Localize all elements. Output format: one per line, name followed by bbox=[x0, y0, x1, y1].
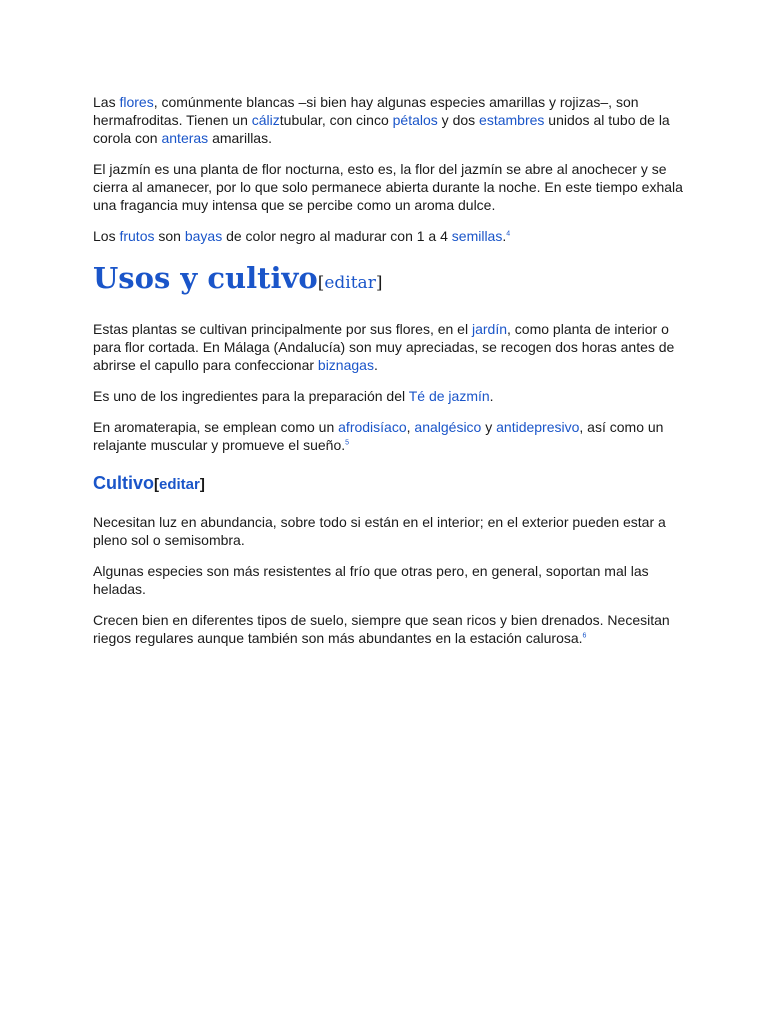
link-antidepresivo[interactable]: antidepresivo bbox=[496, 419, 580, 435]
paragraph-te bbox=[93, 387, 683, 405]
text: y dos bbox=[437, 112, 480, 128]
paragraph-suelo bbox=[93, 611, 683, 647]
text: . bbox=[373, 357, 378, 373]
link-jardin[interactable]: jardín bbox=[471, 321, 508, 337]
heading-usos-y-cultivo bbox=[93, 260, 683, 301]
text: En aromaterapia, se emplean como un bbox=[93, 419, 339, 435]
text: son bbox=[154, 228, 185, 244]
text: , comúnmente blancas –si bien hay algunas especies amarillas y rojizas–, son hermafroditas. Tienen un bbox=[93, 94, 639, 128]
reference-6[interactable]: 6 bbox=[582, 632, 587, 640]
paragraph-luz: Necesitan luz en abundancia, sobre todo si están en el interior; en el exterior pueden estar a pleno sol o semisombra. bbox=[93, 514, 666, 548]
text: Los bbox=[93, 228, 120, 244]
paragraph-frio: Algunas especies son más resistentes al frío que otras pero, en general, soportan mal las heladas. bbox=[93, 563, 649, 597]
link-estambres[interactable]: estambres bbox=[479, 112, 545, 128]
text: Las bbox=[93, 94, 120, 110]
text: Crecen bien en diferentes tipos de suelo, siempre que sean ricos y bien drenados. Necesitan riegos regulares aunque también son más abundantes en la estación calurosa. bbox=[93, 612, 670, 646]
link-anteras[interactable]: anteras bbox=[161, 130, 209, 146]
link-semillas[interactable]: semillas bbox=[451, 228, 503, 244]
edit-bracket-open: [ bbox=[317, 273, 325, 293]
edit-bracket-close: ] bbox=[375, 273, 383, 293]
edit-link[interactable]: editar bbox=[159, 476, 200, 493]
text: , así como un relajante muscular y promueve el sueño. bbox=[93, 419, 664, 453]
edit-section bbox=[154, 476, 205, 493]
paragraph-flores bbox=[93, 93, 683, 147]
text: Es uno de los ingredientes para la preparación del bbox=[93, 388, 409, 404]
heading-text: Usos y cultivo bbox=[93, 261, 318, 295]
link-petalos[interactable]: pétalos bbox=[392, 112, 438, 128]
text: tubular, con cinco bbox=[279, 112, 393, 128]
text: , bbox=[406, 419, 415, 435]
paragraph-nocturna: El jazmín es una planta de flor nocturna, esto es, la flor del jazmín se abre al anochecer y se cierra al amanecer, por lo que solo permanece abierta durante la noche. En este tiempo exhala una fragancia muy intensa que se percibe como un aroma dulce. bbox=[93, 161, 683, 213]
link-te-de-jazmin[interactable]: Té de jazmín bbox=[408, 388, 490, 404]
reference-5[interactable]: 5 bbox=[345, 439, 350, 447]
heading-text: Cultivo bbox=[93, 473, 154, 493]
reference-4[interactable]: 4 bbox=[506, 230, 511, 238]
edit-section bbox=[318, 273, 383, 293]
paragraph-aromaterapia bbox=[93, 418, 683, 454]
link-analgesico[interactable]: analgésico bbox=[414, 419, 482, 435]
link-afrodisiaco[interactable]: afrodisíaco bbox=[338, 419, 407, 435]
link-bayas[interactable]: bayas bbox=[184, 228, 223, 244]
text: . bbox=[489, 388, 494, 404]
link-biznagas[interactable]: biznagas bbox=[317, 357, 374, 373]
text: . bbox=[502, 228, 507, 244]
text: amarillas. bbox=[208, 130, 272, 146]
heading-cultivo bbox=[93, 472, 683, 496]
text: , como planta de interior o para flor cortada. En Málaga (Andalucía) son muy apreciadas, se recogen dos horas antes de abrirse el capullo para confeccionar bbox=[93, 321, 675, 373]
text: de color negro al madurar con 1 a 4 bbox=[222, 228, 452, 244]
article-body bbox=[93, 93, 683, 660]
link-flores[interactable]: flores bbox=[119, 94, 154, 110]
edit-bracket-close: ] bbox=[199, 476, 205, 493]
text: unidos al tubo de la corola con bbox=[93, 112, 670, 146]
link-caliz[interactable]: cáliz bbox=[251, 112, 280, 128]
edit-bracket-open: [ bbox=[154, 476, 159, 493]
paragraph-frutos bbox=[93, 227, 683, 245]
edit-link[interactable]: editar bbox=[324, 273, 376, 293]
link-frutos[interactable]: frutos bbox=[119, 228, 155, 244]
text: Estas plantas se cultivan principalmente por sus flores, en el bbox=[93, 321, 472, 337]
text: y bbox=[481, 419, 497, 435]
paragraph-cultivan bbox=[93, 320, 683, 374]
